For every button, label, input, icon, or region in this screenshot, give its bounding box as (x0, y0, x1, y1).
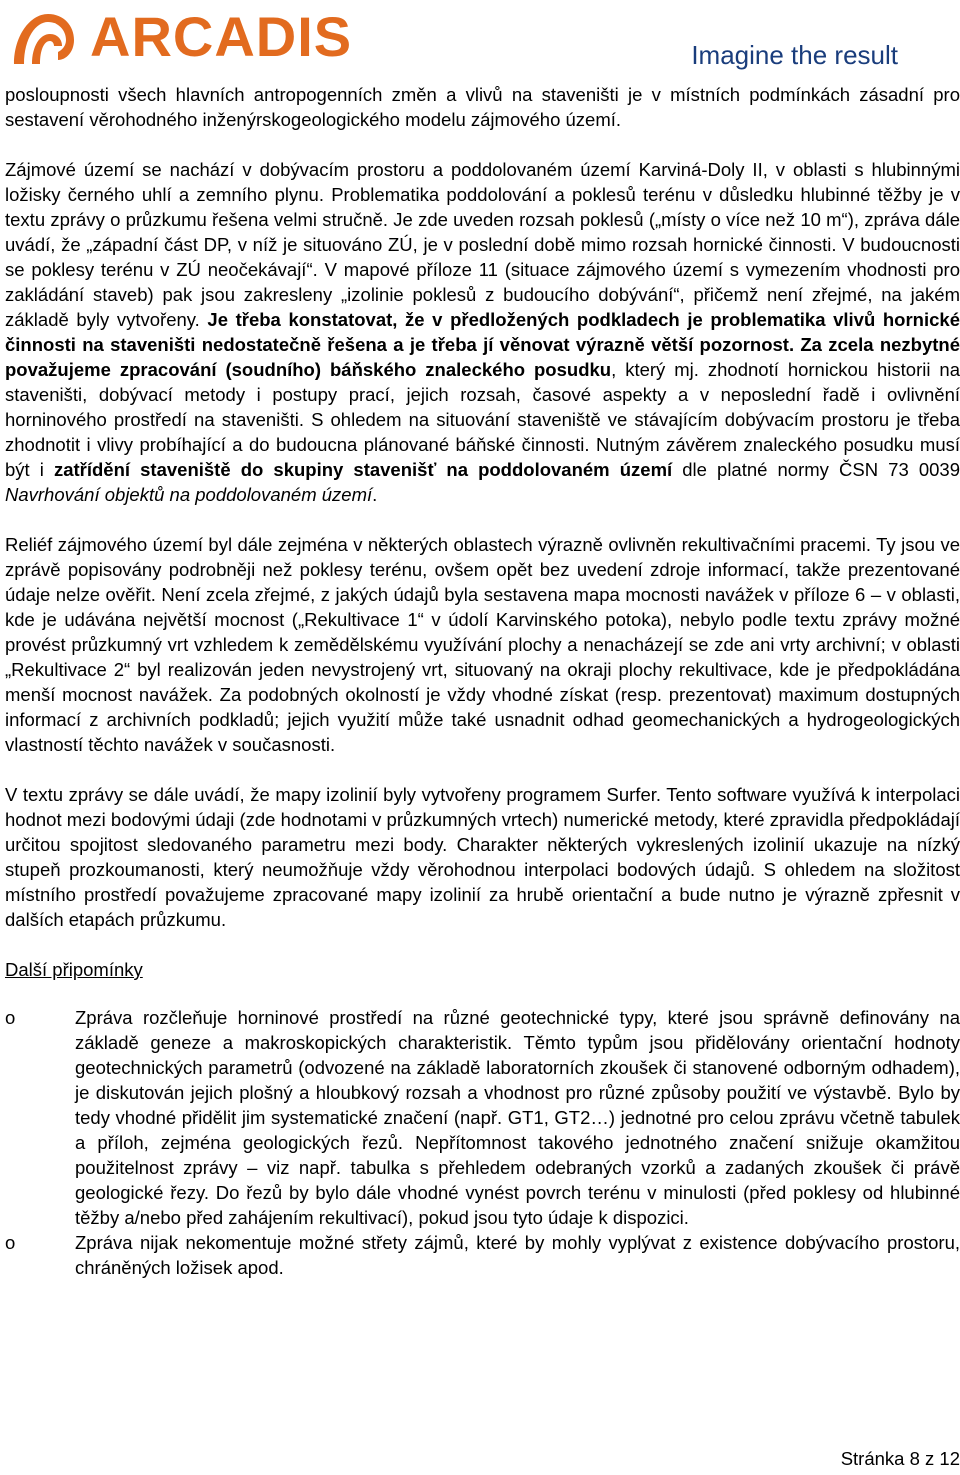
page-header (0, 0, 960, 80)
logo-wordmark: ARCADIS (90, 5, 353, 68)
list-item-text: Zpráva rozčleňuje horninové prostředí na různé geotechnické typy, které jsou správně definovány na základě geneze a makroskopických charakteristik. Těmto typům jsou přidělovány orientační hodnoty geotechnických parametrů (odvozené na základě laboratorních zkoušek či stanovené odborným odhadem), je diskutován jejich plošný a hloubkový rozsah a vhodnost pro různé způsoby použití ve výstavbě. Bylo by tedy vhodné přidělit jim systematické značení (např. GT1, GT2…) jednotné pro celou zprávu včetně tabulek a příloh, zejména geologických řezů. Nepřítomnost takového jednotného značení snižuje okamžitou použitelnost zprávy – viz např. tabulka s přehledem odebraných vzorků a zadaných zkoušek či právě geologické řezy. Do řezů by bylo dále vhodné vynést povrch terénu v minulosti (před poklesy od hlubinné těžby a/nebo před zahájením rekultivací), pokud jsou tyto údaje k dispozici. (75, 1007, 960, 1228)
paragraph-1: posloupnosti všech hlavních antropogenních změn a vlivů na staveništi je v místních podmínkách zásadní pro sestavení věrohodného inženýrskogeologického modelu zájmového území. (5, 84, 960, 130)
arcadis-mark-icon (8, 6, 80, 68)
paragraph-2-text-a: Zájmové území se nachází v dobývacím prostoru a poddolovaném území Karviná-Doly II, v oblasti s hlubinnými ložisky černého uhlí a zemního plynu. Problematika poddolování a poklesů terénu v důsledku hlubinné těžby je v textu zprávy o průzkumu řešena velmi stručně. Je zde uveden rozsah poklesů („místy o více než 10 m“), zpráva dále uvádí, že „západní část DP, v níž je situováno ZÚ, je v poslední době mimo rozsah hornické činnosti. V budoucnosti se poklesy terénu v ZÚ neočekávají“. V mapové příloze 11 (situace zájmového území s vymezením vhodnosti pro zakládání staveb) pak jsou zakresleny „izolinie poklesů z budoucího dobývání“, přičemž není zřejmé, na jakém základě byly vytvořeny. (5, 159, 960, 330)
section-heading: Další připomínky (5, 959, 143, 980)
paragraph-2-text-e: dle platné normy ČSN 73 0039 (672, 459, 960, 480)
bullet-list (5, 1005, 960, 1280)
paragraph-2 (5, 157, 960, 507)
paragraph-2-italic-f: Navrhování objektů na poddolovaném území (5, 484, 373, 505)
bullet-marker: o (5, 1007, 16, 1028)
arcadis-logo (8, 5, 353, 68)
paragraph-2-bold-b: Je třeba konstatovat, že v předložených podkladech je problematika vlivů hornické činnosti na staveništi nedostatečně řešena a je třeba jí věnovat výrazně větší pozornost. Za zcela nezbytné považujeme zpracování (soudního) báňského znaleckého posudku (5, 309, 960, 380)
document-body (5, 82, 960, 1280)
paragraph-2-text-g: . (372, 484, 378, 505)
paragraph-2-bold-d: zatřídění staveniště do skupiny stavenišť na poddolovaném území (53, 459, 673, 480)
paragraph-2-text-c: , který mj. zhodnotí hornickou historii na staveništi, dobývací metody i postupy prací, jejich rozsah, časové aspekty a v neposlední řadě i ovlivnění horninového prostředí na staveništi. S ohledem na situování staveniště ve stávajícím dobývacím prostoru je třeba zhodnotit i vlivy probíhající a do budoucna plánované báňské činnosti. Nutným závěrem znaleckého posudku musí být i (5, 359, 960, 480)
paragraph-4: V textu zprávy se dále uvádí, že mapy izolinií byly vytvořeny programem Surfer. Tento software využívá k interpolaci hodnot mezi bodovými údaji (zde hodnotami v průzkumných vrtech) numerické metody, které zpravidla předpokládají určitou spojitost sledovaného parametru mezi body. Charakter některých vykreslených izolinií ukazuje na nízký stupeň prozkoumanosti, který neumožňuje vždy věrohodnou interpolaci bodových údajů. S ohledem na složitost místního prostředí považujeme zpracované mapy izolinií za hrubě orientační a bude nutno je výrazně zpřesnit v dalších etapách průzkumu. (5, 784, 960, 930)
list-item-text: Zpráva nijak nekomentuje možné střety zájmů, které by mohly vyplývat z existence dobývacího prostoru, chráněných ložisek apod. (75, 1232, 960, 1278)
page-number: Stránka 8 z 12 (840, 1448, 960, 1469)
tagline: Imagine the result (691, 40, 898, 70)
list-item (5, 1005, 960, 1230)
list-item (5, 1230, 960, 1280)
paragraph-3: Reliéf zájmového území byl dále zejména v některých oblastech výrazně ovlivněn rekultivačními pracemi. Ty jsou ve zprávě popisovány podrobněji než poklesy terénu, ovšem opět bez uvedení zdroje informací, takže prezentované údaje nelze ověřit. Není zcela zřejmé, z jakých údajů byla sestavena mapa mocnosti navážek v příloze 6 – v oblasti, kde je udávána největší mocnost („Rekultivace 1“ v údolí Karvinského potoka), nebylo podle textu zprávy možné provést průzkumný vrt vzhledem k zemědělskému využívání plochy a nenacházejí se zde ani vrty archivní; v oblasti „Rekultivace 2“ byl realizován jeden nevystrojený vrt, situovaný na okraji plochy rekultivace, kde je předpokládána menší mocnost navážek. Za podobných okolností je vždy vhodné získat (resp. prezentovat) maximum dostupných informací z archivních podkladů; jejich využití může také usnadnit odhad geomechanických a hydrogeologických vlastností těchto navážek v současnosti. (5, 534, 960, 755)
bullet-marker: o (5, 1232, 16, 1253)
